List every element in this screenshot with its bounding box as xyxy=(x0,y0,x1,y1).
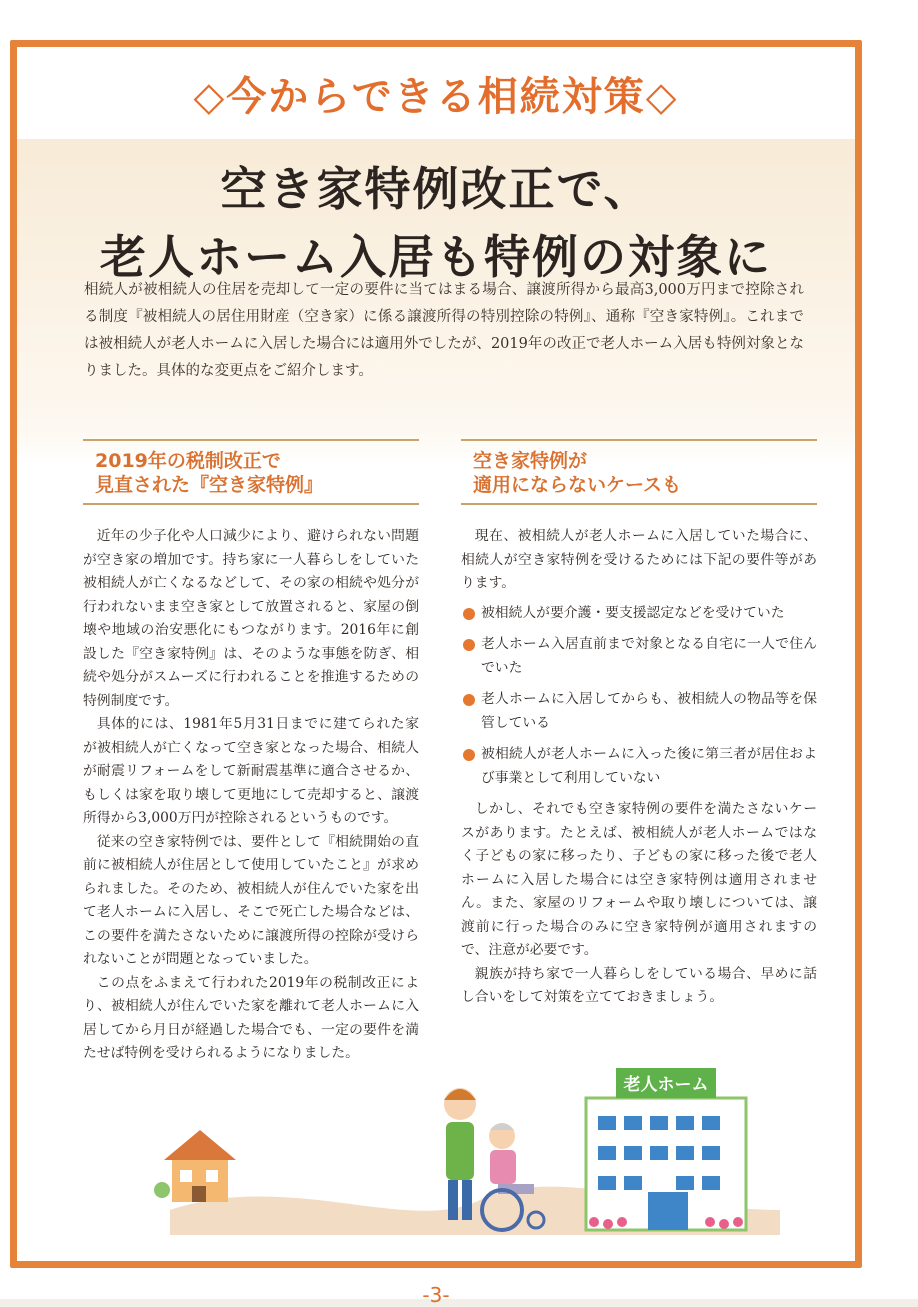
headline-line-1: 空き家特例改正で、 xyxy=(220,162,652,216)
lead-paragraph: 相続人が被相続人の住居を売却して一定の要件に当てはまる場合、譲渡所得から最高3,000万円まで控除される制度『被相続人の居住用財産（空き家）に係る譲渡所得の特別控除の特例』、通称『空き家特例』。これまでは被相続人が老人ホームに入居した場合には適用外でしたが、2019年の改正で老人ホーム入居も特例対象となりました。具体的な変更点をご紹介します。 xyxy=(84,282,804,379)
requirements-list xyxy=(461,602,817,791)
list-item xyxy=(461,602,817,626)
illustration xyxy=(150,1060,790,1240)
bullet-icon xyxy=(463,694,475,706)
list-item xyxy=(461,633,817,680)
caregiver-icon xyxy=(444,1088,476,1220)
headline-line-2: 老人ホーム入居も特例の対象に xyxy=(100,230,772,284)
left-column xyxy=(83,439,419,1066)
right-column xyxy=(461,439,817,1010)
bullet-icon xyxy=(463,749,475,761)
nursing-home-sign: 老人ホーム xyxy=(623,1075,709,1095)
right-paragraph: 親族が持ち家で一人暮らしをしている場合、早めに話し合いをして対策を立てておきましょう。 xyxy=(461,965,817,1005)
nursing-home-icon xyxy=(586,1068,746,1230)
right-column-heading xyxy=(461,439,817,505)
title-band xyxy=(17,47,855,139)
right-column-body xyxy=(461,525,817,1010)
left-heading-line-2: 見直された『空き家特例』 xyxy=(95,474,324,496)
section-title: ◇今からできる相続対策◇ xyxy=(193,73,679,120)
requirement-text: 被相続人が要介護・要支援認定などを受けていた xyxy=(481,604,785,621)
requirement-text: 老人ホームに入居してからも、被相続人の物品等を保管している xyxy=(481,691,817,731)
list-item xyxy=(461,743,817,790)
bullet-icon xyxy=(463,608,475,620)
right-intro: 現在、被相続人が老人ホームに入居していた場合に、相続人が空き家特例を受けるためには下記の要件等があります。 xyxy=(461,528,817,591)
left-paragraph: 近年の少子化や人口減少により、避けられない問題が空き家の増加です。持ち家に一人暮らしをしていた被相続人が亡くなるなどして、その家の相続や処分が行われないまま空き家として放置されると、家屋の倒壊や地域の治安悪化にもつながります。2016年に創設した『空き家特例』は、そのような事態を防ぎ、相続や処分がスムーズに行われることを推進するための特例制度です。 xyxy=(83,528,419,709)
left-paragraph: この点をふまえて行われた2019年の税制改正により、被相続人が住んでいた家を離れて老人ホームに入居してから月日が経過した場合でも、一定の要件を満たせば特例を受けられるようになりました。 xyxy=(83,974,419,1061)
left-paragraph: 従来の空き家特例では、要件として『相続開始の直前に被相続人が住居として使用していたこと』が求められました。そのため、被相続人が住んでいた家を出て老人ホームに入居し、そこで死亡した場合などは、この要件を満たさないために譲渡所得の控除が受けられないことが問題となっていました。 xyxy=(83,833,419,967)
house-icon xyxy=(154,1130,236,1202)
requirement-text: 老人ホーム入居直前まで対象となる自宅に一人で住んでいた xyxy=(481,636,817,676)
right-heading-line-2: 適用にならないケースも xyxy=(473,474,682,496)
page-number: -3- xyxy=(422,1283,450,1307)
left-column-heading xyxy=(83,439,419,505)
left-heading-line-1: 2019年の税制改正で xyxy=(95,450,281,472)
list-item xyxy=(461,688,817,735)
requirement-text: 被相続人が老人ホームに入った後に第三者が居住および事業として利用していない xyxy=(481,746,817,786)
left-paragraph: 具体的には、1981年5月31日までに建てられた家が被相続人が亡くなって空き家となった場合、相続人が耐震リフォームをして新耐震基準に適合させるか、もしくは家を取り壊して更地にして売却すると、譲渡所得から3,000万円が控除されるというものです。 xyxy=(83,716,419,826)
left-column-body xyxy=(83,525,419,1066)
headline xyxy=(17,155,855,291)
bullet-icon xyxy=(463,639,475,651)
right-heading-line-1: 空き家特例が xyxy=(473,450,588,472)
right-paragraph: しかし、それでも空き家特例の要件を満たさないケースがあります。たとえば、被相続人が老人ホームではなく子どもの家に移ったり、子どもの家に移った後で老人ホームに入居した場合には空き家特例は適用されません。また、家屋のリフォームや取り壊しについては、譲渡前に行った場合のみに空き家特例が適用されますので、注意が必要です。 xyxy=(461,801,817,958)
